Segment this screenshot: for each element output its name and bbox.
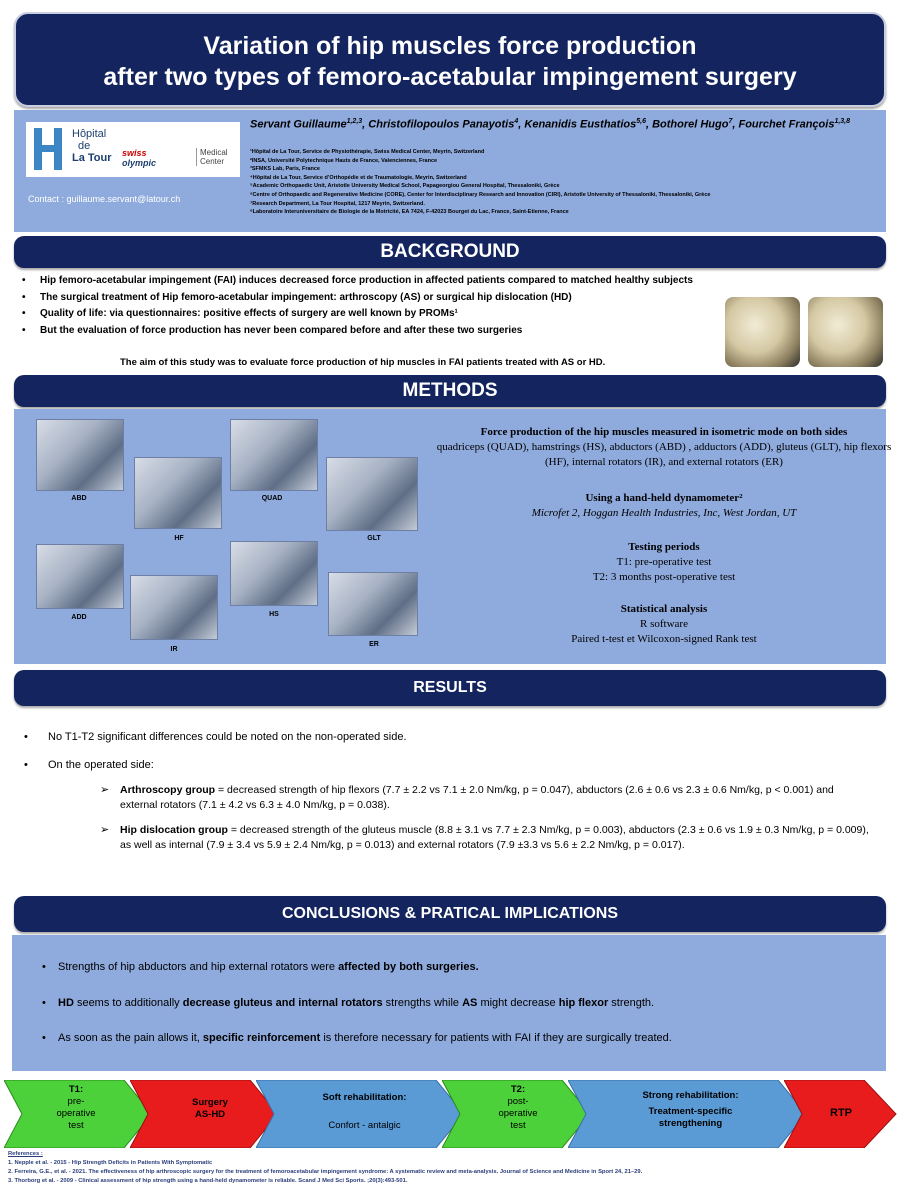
contact-email[interactable]: Contact : guillaume.servant@latour.ch: [28, 194, 181, 204]
affiliation: ²INSA, Université Polytechnique Hauts de France, Valenciennes, France: [250, 157, 438, 164]
stats-heading: Statistical analysis: [620, 603, 708, 615]
t2-line: operative: [498, 1108, 538, 1119]
timeline-surgery-text: [160, 1097, 260, 1121]
emphasis: hip flexor: [558, 997, 609, 1009]
surgery-label: Surgery: [192, 1097, 228, 1108]
affiliation: ⁵Academic Orthopaedic Unit, Aristotle University Medical School, Papageorgiou General Hospital, Thessaloniki, Grèce: [250, 183, 560, 190]
hip-dislocation-text: = decreased strength of the gluteus muscle (8.8 ± 3.1 vs 7.7 ± 2.3 Nm/kg, p = 0.003), abductors (2.3 ± 0.6 vs 1.9 ± 0.3 Nm/kg, p = 0.009), as well as internal (7.9 ± 3.4 vs 5.9 ± 2.4 Nm/kg, p = 0.013) and external rotators (7.9 ±3.3 vs 5.6 ± 2.2 Nm/kg, p = 0.017).: [120, 824, 869, 851]
author-affil: 7: [728, 118, 733, 125]
result-non-operated: • No T1-T2 significant differences could be noted on the non-operated side.: [48, 731, 407, 743]
device-block: [434, 491, 894, 521]
emphasis: AS: [462, 997, 478, 1009]
emphasis: decrease gluteus and internal rotators: [182, 997, 383, 1009]
period-t1: T1: pre-operative test: [616, 556, 712, 568]
author-list: [250, 114, 875, 133]
author-name: , Kenanidis Eusthatios: [518, 118, 637, 131]
photo-label: ABD: [71, 495, 87, 502]
logo-swiss: swiss: [122, 148, 147, 158]
photo-label: QUAD: [261, 495, 283, 502]
list-item: • But the evaluation of force production has never been compared before and after these two surgeries: [20, 323, 720, 340]
text: As soon as the pain allows it,: [58, 1032, 203, 1044]
author-name: Servant Guillaume: [250, 118, 347, 131]
result-operated: • On the operated side:: [48, 759, 154, 771]
affiliation: ⁶Centre of Orthopaedic and Regenerative Medicine (CORE), Center for Interdisciplinary Research and Innovation (CIRI), Aristotle University of Thessaloniki, Thessaloniki, Grèce: [250, 191, 711, 198]
abd-test-photo: [36, 419, 124, 491]
logo-line-3: La Tour: [72, 152, 112, 164]
timeline-t1-text: [26, 1084, 126, 1132]
list-item: • Quality of life: via questionnaires: positive effects of surgery are well known by PROMs¹: [20, 306, 720, 323]
result-arthroscopy: [100, 783, 870, 813]
list-item: • Hip femoro-acetabular impingement (FAI) induces decreased force production in affected patients compared to matched healthy subjects: [20, 273, 720, 290]
conclusions-heading: CONCLUSIONS & PRATICAL IMPLICATIONS: [14, 896, 886, 932]
er-test-photo: [328, 572, 418, 636]
conclusion-2: [58, 997, 654, 1009]
glt-test-photo: [326, 457, 418, 531]
t2-line: test: [510, 1120, 526, 1131]
periods-heading: Testing periods: [628, 541, 700, 553]
device-name: Microfet 2, Hoggan Health Industries, Inc, West Jordan, UT: [531, 507, 797, 519]
add-test-photo: [36, 544, 124, 609]
photo-label: HS: [269, 611, 279, 618]
photo-label: HF: [174, 535, 184, 542]
background-list: [20, 273, 720, 339]
affiliation-list: [250, 148, 880, 217]
logo-medical: Medical: [200, 148, 228, 157]
timeline-rtp: [784, 1080, 898, 1148]
photo-label: IR: [170, 646, 178, 653]
photo-label: ER: [369, 641, 379, 648]
title-line-2: after two types of femoro-acetabular impingement surgery: [103, 63, 797, 91]
text: strengths while: [382, 997, 463, 1009]
timeline-soft-rehab: [256, 1080, 466, 1148]
reference-item: 3. Thorborg et al. - 2009 - Clinical assessment of hip strength using a hand-held dynamometer is reliable. Scand J Med Sci Sports. ;20(3):493-501.: [8, 1178, 408, 1184]
logo-center: Center: [200, 157, 225, 166]
timeline-soft-rehab-text: [282, 1092, 447, 1132]
logo-line-1: Hôpital: [72, 128, 107, 140]
t1-title: T1:: [68, 1084, 84, 1095]
poster-title: [14, 12, 886, 107]
author-affil: 5,6: [636, 118, 646, 125]
t1-line: test: [68, 1120, 84, 1131]
affiliation: ⁷Research Department, La Tour Hospital, 1217 Meyrin, Switzerland.: [250, 200, 425, 207]
hospital-name: [72, 128, 112, 164]
timeline-strong-rehab: [568, 1080, 808, 1148]
author-name: , Bothorel Hugo: [645, 118, 729, 131]
author-name: , Fourchet François: [732, 118, 835, 131]
testing-periods-block: [434, 540, 894, 585]
hip-dislocation-label: Hip dislocation group: [120, 824, 228, 836]
t1-line: pre-: [67, 1096, 85, 1107]
hip-bone-image: [725, 297, 800, 367]
text: strength.: [608, 997, 655, 1009]
stats-software: R software: [640, 618, 688, 630]
statistics-block: [434, 602, 894, 647]
t1-line: operative: [56, 1108, 96, 1119]
hip-bone-image: [808, 297, 883, 367]
conclusion-3: [58, 1032, 672, 1044]
reference-item: 2. Ferreira, G.E., et al. - 2021. The effectiveness of hip arthroscopic surgery for the treatment of femoroacetabular impingement syndrome: A systematic review and meta-analysis. Journal of Science and Medicine in Sport 24, 21–29.: [8, 1169, 643, 1175]
conclusion-1: [58, 961, 479, 973]
affiliation: ¹Hôpital de La Tour, Service de Physiothérapie, Swiss Medical Center, Meyrin, Switzerland: [250, 149, 485, 155]
background-heading: BACKGROUND: [14, 236, 886, 268]
hospital-h-icon: [34, 128, 62, 170]
device-heading: Using a hand-held dynamometer²: [585, 492, 743, 504]
soft-rehab-sub: Confort - antalgic: [328, 1120, 401, 1131]
author-affil: 1,3,8: [834, 118, 851, 125]
hf-test-photo: [134, 457, 222, 529]
methods-panel: [14, 409, 892, 664]
author-affil: 1,2,3: [346, 118, 363, 125]
arthroscopy-label: Arthroscopy group: [120, 784, 216, 796]
emphasis: HD: [58, 997, 74, 1009]
references: [8, 1150, 888, 1186]
stats-tests: Paired t-test et Wilcoxon-signed Rank test: [571, 633, 757, 645]
text: Strengths of hip abductors and hip external rotators were: [58, 961, 339, 973]
study-aim: The aim of this study was to evaluate force production of hip muscles in FAI patients treated with AS or HD.: [120, 357, 606, 368]
strong-rehab-title: Strong rehabilitation:: [642, 1090, 739, 1101]
authors-panel: [14, 110, 886, 232]
strong-rehab-sub: strengthening: [658, 1118, 723, 1129]
emphasis: specific reinforcement: [202, 1032, 321, 1044]
logo-line-2: de: [78, 140, 91, 152]
logo-olympic: olympic: [122, 158, 157, 168]
t2-line: post-: [507, 1096, 529, 1107]
text: might decrease: [477, 997, 559, 1009]
list-item: • The surgical treatment of Hip femoro-acetabular impingement: arthroscopy (AS) or surgical hip dislocation (HD): [20, 290, 720, 307]
hs-test-photo: [230, 541, 318, 606]
arthroscopy-text: = decreased strength of hip flexors (7.7 ± 2.2 vs 7.1 ± 2.0 Nm/kg, p = 0.047), abductors (2.6 ± 0.6 vs 2.3 ± 0.6 Nm/kg, p < 0.001) and external rotators (7.1 ± 4.2 vs 6.3 ± 4.0 Nm/kg, p = 0.038).: [120, 784, 834, 811]
swiss-olympic-logo: [122, 148, 156, 168]
force-production-block: [434, 425, 894, 470]
force-heading: Force production of the hip muscles measured in isometric mode on both sides: [480, 426, 848, 438]
affiliation: ³SFMKS Lab, Paris, France: [250, 166, 320, 173]
photo-label: ADD: [71, 614, 87, 621]
t2-title: T2:: [510, 1084, 526, 1095]
hospital-logo: [26, 122, 240, 177]
methods-heading: METHODS: [14, 375, 886, 407]
affiliation: ⁸Laboratoire Interuniversitaire de Biologie de la Motricité, EA 7424, F-42023 Bourget du Lac, France, Saint-Etienne, France: [250, 209, 569, 216]
text: is therefore necessary for patients with FAI if they are surgically treated.: [320, 1032, 672, 1044]
text: seems to additionally: [73, 997, 183, 1009]
photo-label: GLT: [367, 535, 381, 542]
timeline-strong-rehab-text: [598, 1090, 783, 1130]
reference-item: 1. Nepple et al. - 2015 - Hip Strength Deficits in Patients With Symptomatic: [8, 1160, 213, 1166]
results-heading: RESULTS: [14, 670, 886, 706]
conclusions-panel: [12, 935, 886, 1071]
muscle-list: quadriceps (QUAD), hamstrings (HS), abductors (ABD) , adductors (ADD), gluteus (GLT), hip flexors (HF), internal rotators (IR), and external rotators (ER): [436, 441, 892, 468]
ir-test-photo: [130, 575, 218, 640]
author-affil: 4: [514, 118, 519, 125]
quad-test-photo: [230, 419, 318, 491]
surgery-type: AS-HD: [194, 1109, 226, 1120]
medical-center-label: [196, 148, 228, 166]
strong-rehab-sub: Treatment-specific: [648, 1106, 733, 1117]
author-name: , Christofilopoulos Panayotis: [362, 118, 515, 131]
affiliation: ⁴Hôpital de La Tour, Service d’Orthopédie et de Traumatologie, Meyrin, Switzerland: [250, 174, 467, 181]
period-t2: T2: 3 months post-operative test: [592, 571, 736, 583]
emphasis: affected by both surgeries.: [338, 961, 479, 973]
title-line-1: Variation of hip muscles force production: [203, 32, 697, 60]
soft-rehab-title: Soft rehabilitation:: [322, 1092, 407, 1103]
references-heading: References :: [8, 1151, 43, 1157]
result-hip-dislocation: [100, 823, 870, 853]
rtp-label: RTP: [830, 1107, 852, 1119]
timeline-t2-text: [468, 1084, 568, 1132]
